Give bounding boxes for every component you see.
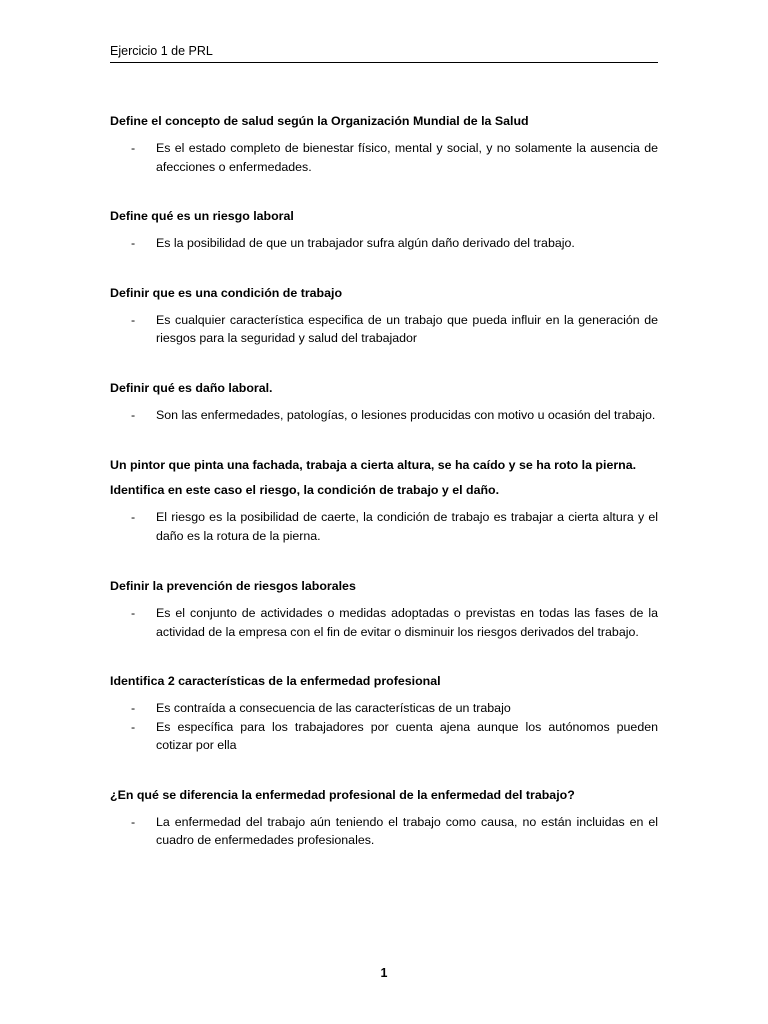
answer-text: El riesgo es la posibilidad de caerte, la condición de trabajo es trabajar a cierta altura y el daño es la rotura de la pierna. (156, 510, 658, 543)
bullet-dash: - (131, 510, 136, 524)
answer-text: Es la posibilidad de que un trabajador sufra algún daño derivado del trabajo. (156, 236, 575, 250)
answer-text: Es el estado completo de bienestar físico, mental y social, y no solamente la ausencia de afecciones o enfermedades. (156, 141, 658, 174)
header-title: Ejercicio 1 de PRL (110, 44, 213, 58)
question-heading: Definir que es una condición de trabajo (110, 285, 343, 300)
answer-item (110, 508, 658, 545)
answer-text: Es específica para los trabajadores por cuenta ajena aunque los autónomos pueden cotizar por ella (156, 719, 658, 752)
answer-text: Es cualquier característica especifica de un trabajo que pueda influir en la generación de riesgos para la seguridad y salud del trabajador (156, 312, 658, 345)
page-header (110, 44, 658, 63)
answer-list (110, 139, 658, 176)
document-body (110, 113, 658, 850)
bullet-dash: - (131, 701, 136, 715)
qa-section (110, 578, 658, 641)
bullet-dash: - (131, 814, 136, 829)
qa-section (110, 787, 658, 850)
qa-section (110, 457, 658, 545)
question-heading: Identifica en este caso el riesgo, la condición de trabajo y el daño. (110, 483, 500, 497)
answer-text: La enfermedad del trabajo aún teniendo el trabajo como causa, no están incluidas en el cuadro de enfermedades profesionales. (156, 814, 658, 847)
answer-list (110, 234, 658, 253)
answer-list (110, 311, 658, 348)
answer-item (110, 406, 658, 425)
bullet-dash: - (131, 606, 136, 620)
answer-item (110, 234, 658, 253)
question-heading: Define el concepto de salud según la Organización Mundial de la Salud (110, 114, 529, 128)
question-heading: ¿En qué se diferencia la enfermedad profesional de la enfermedad del trabajo? (110, 787, 575, 802)
answer-item (110, 604, 658, 641)
qa-section (110, 208, 658, 253)
qa-section (110, 113, 658, 176)
question-heading: Define qué es un riesgo laboral (110, 209, 294, 223)
answer-list (110, 604, 658, 641)
bullet-dash: - (131, 719, 136, 734)
bullet-dash: - (131, 312, 136, 327)
answer-item (110, 699, 658, 718)
question-heading: Definir la prevención de riesgos laborales (110, 579, 356, 593)
answer-text: Es contraída a consecuencia de las características de un trabajo (156, 701, 511, 715)
bullet-dash: - (131, 236, 136, 250)
answer-list (110, 813, 658, 850)
answer-item (110, 718, 658, 755)
qa-section (110, 380, 658, 425)
answer-text: Es el conjunto de actividades o medidas adoptadas o previstas en todas las fases de la actividad de la empresa con el fin de evitar o disminuir los riesgos derivados del trabajo. (156, 606, 658, 639)
answer-list (110, 406, 658, 425)
bullet-dash: - (131, 407, 136, 422)
qa-section (110, 285, 658, 348)
answer-text: Son las enfermedades, patologías, o lesiones producidas con motivo u ocasión del trabajo. (156, 407, 656, 422)
answer-list (110, 699, 658, 755)
question-heading: Un pintor que pinta una fachada, trabaja a cierta altura, se ha caído y se ha roto la pierna. (110, 458, 637, 472)
answer-item (110, 311, 658, 348)
answer-item (110, 139, 658, 176)
question-heading: Definir qué es daño laboral. (110, 380, 273, 395)
bullet-dash: - (131, 141, 136, 155)
answer-item (110, 813, 658, 850)
question-heading: Identifica 2 características de la enfermedad profesional (110, 674, 441, 688)
page-number: 1 (380, 966, 388, 980)
qa-section (110, 673, 658, 755)
answer-list (110, 508, 658, 545)
